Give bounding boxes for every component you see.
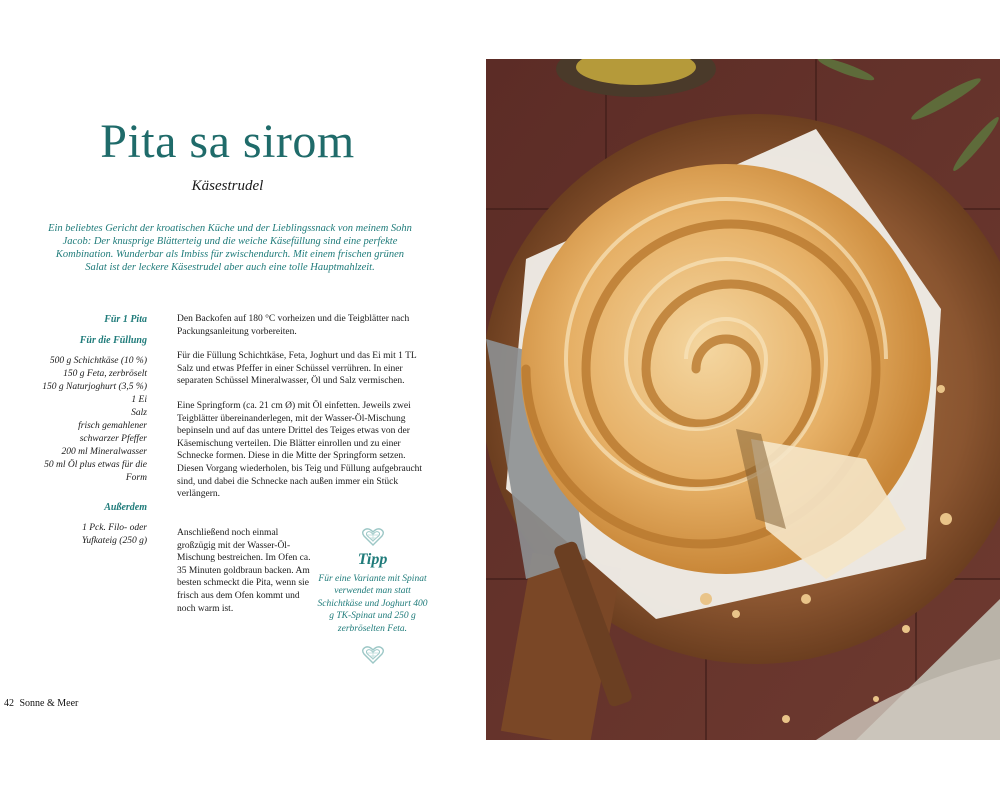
- page-number: 42: [4, 698, 14, 709]
- method-steps: [177, 313, 427, 513]
- method-step: Den Backofen auf 180 °C vorheizen und die Teigblätter nach Packungsanleitung vorbereiten.: [177, 314, 410, 337]
- method-step: Eine Springform (ca. 21 cm Ø) mit Öl einfetten. Jeweils zwei Teigblätter übereinanderlegen, mit der Wasser-Öl-Mischung bepinseln und auf das untere Drittel des Teiges etwas von der Käsemischung verteilen. Die Blätter einrollen und zu einer Schnecke formen. Diese in die Mitte der Springform setzen. Diesen Vorgang wiederholen, bis Teig und Füllung aufgebraucht sind, und dabei die Schnecke nach außen immer ein Stück verlängern.: [177, 400, 423, 500]
- ingredient-item: 150 g Feta, zerbröselt: [63, 369, 147, 379]
- extra-heading: Außerdem: [104, 502, 147, 513]
- tip-text: Für eine Variante mit Spinat verwendet man statt Schichtkäse und Joghurt 400 g TK-Spinat und 250 g zerbröselten Feta.: [317, 574, 428, 634]
- recipe-page: [0, 0, 485, 800]
- ingredient-item: Form: [125, 473, 147, 483]
- ingredient-item: 200 ml Mineralwasser: [61, 447, 147, 457]
- ingredient-list: [20, 313, 147, 548]
- heart-ornament-icon: [361, 527, 385, 547]
- ingredient-item: 500 g Schichtkäse (10 %): [49, 356, 147, 366]
- ingredient-item: Yufkateig (250 g): [81, 536, 147, 546]
- tip-box: [315, 527, 430, 665]
- ingredient-item: frisch gemahlener: [78, 421, 147, 431]
- filling-heading: Für die Füllung: [79, 335, 147, 346]
- ingredient-item: 50 ml Öl plus etwas für die: [44, 460, 147, 470]
- tip-heading: Tipp: [357, 551, 388, 568]
- recipe-subtitle: Käsestrudel: [191, 178, 264, 194]
- ingredient-item: 1 Ei: [131, 395, 147, 405]
- method-step: Anschließend noch einmal großzügig mit der Wasser-Öl-Mischung bestreichen. Im Ofen ca. 35 Minuten goldbraun backen. Am besten schmeckt die Pita, wenn sie frisch aus dem Ofen kommt und noch warm ist.: [177, 528, 311, 614]
- food-photo: [486, 59, 1000, 740]
- method-step: Für die Füllung Schichtkäse, Feta, Joghurt und das Ei mit 1 TL Salz und etwas Pfeffer in einer Schüssel verrühren. In einer separaten Schüssel Mineralwasser, Öl und Salz vermischen.: [177, 351, 417, 387]
- ingredient-item: schwarzer Pfeffer: [79, 434, 147, 444]
- heart-ornament-icon: [361, 645, 385, 665]
- yield-heading: Für 1 Pita: [104, 314, 147, 325]
- recipe-title: Pita sa sirom: [100, 115, 355, 168]
- ingredient-item: 1 Pck. Filo- oder: [82, 523, 147, 533]
- ingredient-item: 150 g Naturjoghurt (3,5 %): [42, 382, 147, 392]
- book-title: Sonne & Meer: [19, 698, 79, 709]
- ingredient-item: Salz: [131, 408, 147, 418]
- recipe-intro: Ein beliebtes Gericht der kroatischen Küche und der Lieblingssnack von meinem Sohn Jacob: Der knusprige Blätterteig und die weiche Käsefüllung sind eine perfekte Kombination. Wunderbar als Imbiss für zwischendurch. Mit einem frischen grünen Salat ist der leckere Käsestrudel aber auch eine tolle Hauptmahlzeit.: [48, 223, 412, 273]
- page-footer: [4, 698, 78, 709]
